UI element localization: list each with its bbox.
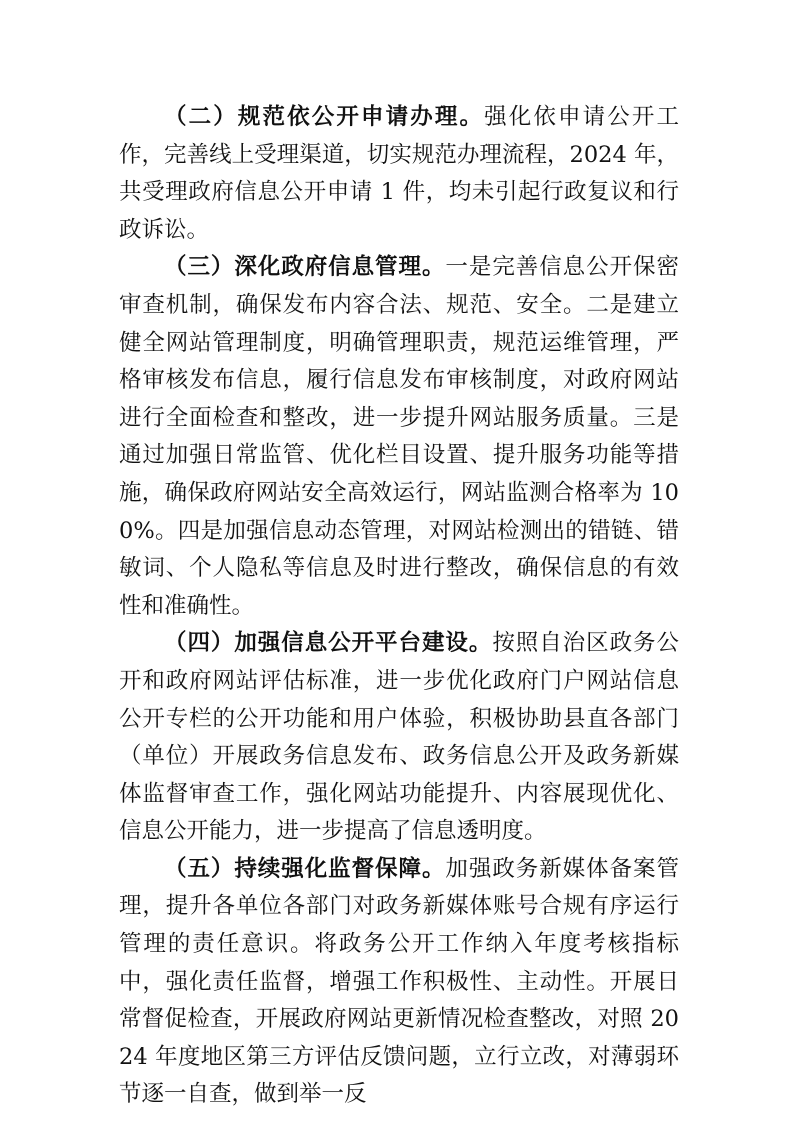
paragraph-heading: （四）加强信息公开平台建设。: [164, 630, 493, 657]
paragraph-body: 按照自治区政务公开和政府网站评估标准，进一步优化政府门户网站信息公开专栏的公开功能和用户体验，积极协助县直各部门（单位）开展政务信息发布、政务信息公开及政务新媒体监督审查工作，强化网站功能提升、内容展现优化、信息公开能力，进一步提高了信息透明度。: [119, 630, 679, 845]
paragraph-information-management: [119, 249, 679, 625]
document-body: [119, 99, 679, 1114]
paragraph-heading: （五）持续强化监督保障。: [164, 855, 446, 882]
paragraph-supervision-guarantee: [119, 851, 679, 1114]
paragraph-disclosure-requests: [119, 99, 679, 249]
paragraph-body: 强化依申请公开工作，完善线上受理渠道，切实规范办理流程，2024 年，共受理政府信息公开申请 1 件，均未引起行政复议和行政诉讼。: [119, 104, 679, 243]
paragraph-platform-construction: [119, 625, 679, 851]
paragraph-heading: （三）深化政府信息管理。: [164, 254, 446, 281]
paragraph-body: 一是完善信息公开保密审查机制，确保发布内容合法、规范、安全。二是建立健全网站管理制度，明确管理职责，规范运维管理，严格审核发布信息，履行信息发布审核制度，对政府网站进行全面检查和整改，进一步提升网站服务质量。三是通过加强日常监管、优化栏目设置、提升服务功能等措施，确保政府网站安全高效运行，网站监测合格率为 100%。四是加强信息动态管理，对网站检测出的错链、错敏词、个人隐私等信息及时进行整改，确保信息的有效性和准确性。: [119, 254, 679, 619]
paragraph-heading: （二）规范依公开申请办理。: [164, 104, 485, 130]
paragraph-body: 加强政务新媒体备案管理，提升各单位各部门对政务新媒体账号合规有序运行管理的责任意识。将政务公开工作纳入年度考核指标中，强化责任监督，增强工作积极性、主动性。开展日常督促检查，开展政府网站更新情况检查整改，对照 2024 年度地区第三方评估反馈问题，立行立改，对薄弱环节逐一自查，做到举一反: [119, 855, 679, 1108]
